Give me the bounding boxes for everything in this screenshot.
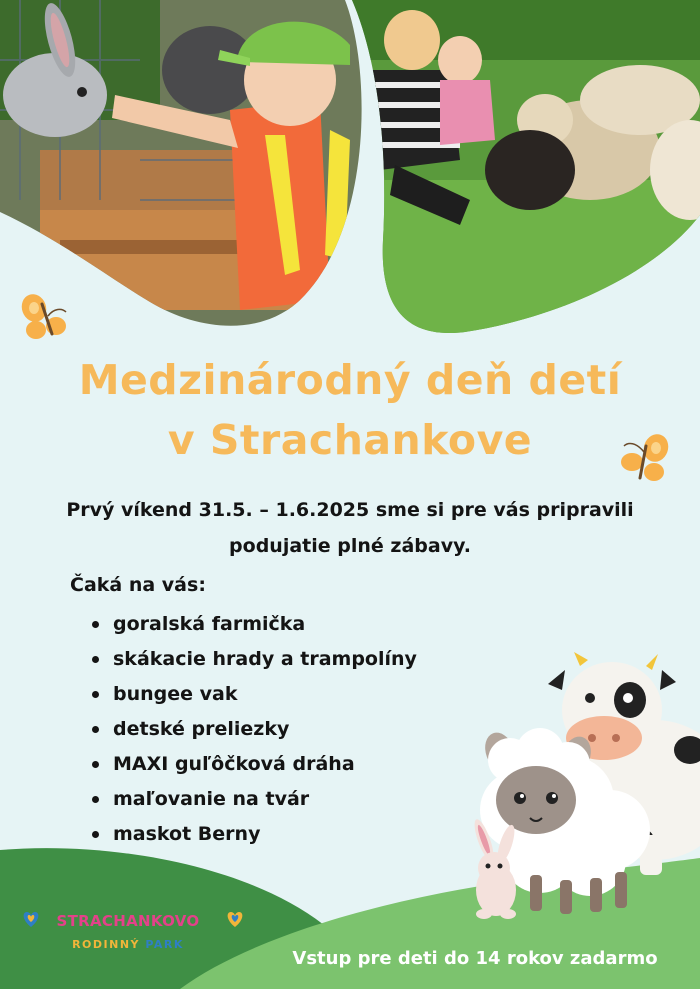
footer-note: Vstup pre deti do 14 rokov zadarmo [292,948,658,969]
list-item: goralská farmička [90,610,417,645]
poster-title-line1: Medzinárodný deň detí [78,356,622,404]
logo-tagline-part2: PARK [145,938,184,951]
list-item: maskot Berny [90,820,417,855]
intro-line2: podujatie plné zábavy. [229,535,471,557]
waiting-label: Čaká na vás: [70,574,206,596]
logo-name: STRACHANKOVO [56,912,200,930]
list-item: detské preliezky [90,715,417,750]
meadow-illustration [0,640,700,989]
photo-boy-feeding-rabbit [0,0,700,340]
poster-title-line2: v Strachankove [167,416,533,464]
list-item: bungee vak [90,680,417,715]
butterfly-icon [18,290,70,346]
list-item: MAXI guľôčková dráha [90,750,417,785]
logo-tagline [38,938,218,951]
list-item: skákacie hrady a trampolíny [90,645,417,680]
logo-tagline-part1: RODINNÝ [72,938,141,951]
intro-line1: Prvý víkend 31.5. – 1.6.2025 sme si pre vás pripravili [66,499,634,521]
heart-icon [224,908,246,930]
list-item: maľovanie na tvár [90,785,417,820]
